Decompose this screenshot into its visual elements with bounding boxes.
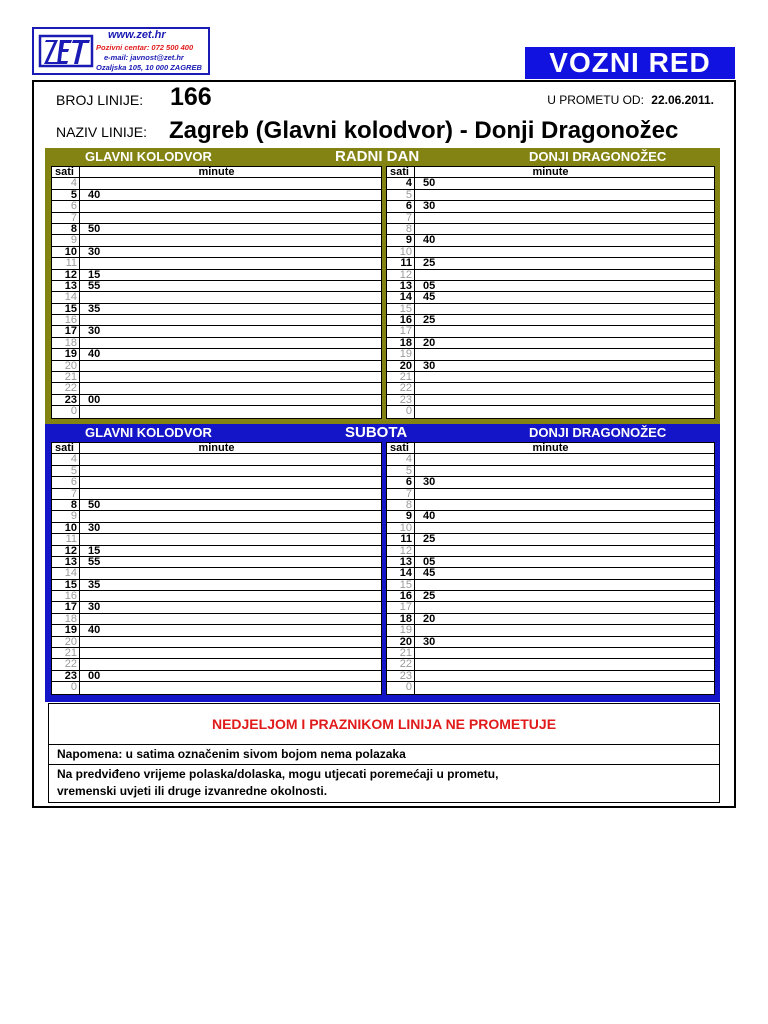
hour-cell: 8 <box>387 500 415 510</box>
hour-cell: 17 <box>387 602 415 612</box>
table-row <box>387 338 714 349</box>
hour-cell: 6 <box>387 201 415 211</box>
minute-cell: 05 <box>423 279 436 292</box>
table-row <box>52 224 381 235</box>
table-row <box>52 591 381 602</box>
table-row <box>52 454 381 465</box>
table-row <box>52 637 381 648</box>
minute-cell: 30 <box>88 245 101 258</box>
table-row <box>387 648 714 659</box>
minute-header: minute <box>532 442 569 454</box>
saturday-right-column-header <box>387 443 714 454</box>
minute-cell: 45 <box>423 567 436 580</box>
hour-cell: 14 <box>52 568 80 578</box>
hour-cell: 18 <box>387 614 415 624</box>
hour-cell: 22 <box>387 383 415 393</box>
hour-cell: 18 <box>52 614 80 624</box>
hour-cell: 16 <box>52 591 80 601</box>
hour-cell: 15 <box>387 304 415 314</box>
weekday-section <box>45 148 720 424</box>
sati-header: sati <box>52 167 80 177</box>
note-divider <box>49 764 719 765</box>
table-row <box>387 659 714 670</box>
hour-cell: 13 <box>387 281 415 291</box>
hour-cell: 9 <box>52 235 80 245</box>
line-number: 166 <box>170 83 212 111</box>
hour-cell: 23 <box>52 671 80 681</box>
hour-cell: 15 <box>387 580 415 590</box>
table-row <box>52 659 381 670</box>
table-row <box>387 454 714 465</box>
hour-cell: 19 <box>387 349 415 359</box>
hour-cell: 7 <box>387 213 415 223</box>
hour-cell: 17 <box>52 326 80 336</box>
hour-cell: 11 <box>387 258 415 268</box>
table-row <box>387 602 714 613</box>
weekday-left-table <box>51 166 382 419</box>
table-row <box>52 682 381 693</box>
saturday-section <box>45 424 720 702</box>
minute-cell: 55 <box>88 555 101 568</box>
sati-header: sati <box>387 443 415 453</box>
table-row <box>52 580 381 591</box>
hour-cell: 12 <box>52 270 80 280</box>
table-row <box>387 349 714 360</box>
hour-cell: 23 <box>387 671 415 681</box>
hour-cell: 7 <box>387 489 415 499</box>
minute-cell: 30 <box>88 521 101 534</box>
table-row <box>52 326 381 337</box>
hour-cell: 20 <box>387 361 415 371</box>
minute-cell: 40 <box>88 188 101 201</box>
hour-cell: 14 <box>387 292 415 302</box>
table-row <box>387 395 714 406</box>
table-row <box>52 546 381 557</box>
hour-cell: 23 <box>52 395 80 405</box>
minute-cell: 55 <box>88 279 101 292</box>
table-row <box>387 270 714 281</box>
hour-cell: 22 <box>387 659 415 669</box>
hour-cell: 10 <box>387 247 415 257</box>
table-row <box>387 281 714 292</box>
minute-header: minute <box>532 166 569 178</box>
table-row <box>52 523 381 534</box>
hour-cell: 6 <box>387 477 415 487</box>
hour-cell: 13 <box>52 281 80 291</box>
table-row <box>52 406 381 417</box>
weekday-right-stop: DONJI DRAGONOŽEC <box>529 149 667 164</box>
hour-cell: 5 <box>387 466 415 476</box>
hour-cell: 23 <box>387 395 415 405</box>
saturday-left-column-header <box>52 443 381 454</box>
minute-cell: 30 <box>423 359 436 372</box>
table-row <box>52 466 381 477</box>
hour-cell: 16 <box>387 315 415 325</box>
table-row <box>387 489 714 500</box>
hour-cell: 5 <box>52 190 80 200</box>
minute-cell: 40 <box>423 234 436 247</box>
minute-cell: 50 <box>88 222 101 235</box>
weekday-right-table <box>386 166 715 419</box>
minute-cell: 35 <box>88 302 101 315</box>
hour-cell: 12 <box>387 546 415 556</box>
minute-cell: 25 <box>423 257 436 270</box>
note-1: Napomena: u satima označenim sivom bojom nema polazaka <box>57 747 406 761</box>
saturday-left-stop: GLAVNI KOLODVOR <box>85 425 212 440</box>
hour-cell: 11 <box>52 258 80 268</box>
hour-cell: 21 <box>387 372 415 382</box>
logo-email[interactable]: e-mail: javnost@zet.hr <box>104 53 184 62</box>
hour-cell: 12 <box>52 546 80 556</box>
logo-url[interactable]: www.zet.hr <box>108 29 166 41</box>
table-row <box>52 349 381 360</box>
minute-cell: 15 <box>88 268 101 281</box>
minute-cell: 50 <box>423 177 436 190</box>
table-row <box>387 190 714 201</box>
table-row <box>387 534 714 545</box>
hour-cell: 20 <box>52 361 80 371</box>
hour-cell: 12 <box>387 270 415 280</box>
hour-cell: 19 <box>52 625 80 635</box>
sati-header: sati <box>52 443 80 453</box>
hour-cell: 20 <box>52 637 80 647</box>
hour-cell: 16 <box>387 591 415 601</box>
table-row <box>387 224 714 235</box>
table-row <box>52 511 381 522</box>
table-row <box>387 315 714 326</box>
table-row <box>52 190 381 201</box>
table-row <box>387 546 714 557</box>
hour-cell: 21 <box>387 648 415 658</box>
hour-cell: 5 <box>387 190 415 200</box>
hour-cell: 9 <box>387 511 415 521</box>
table-row <box>52 372 381 383</box>
hour-cell: 4 <box>52 178 80 188</box>
page-title: VOZNI RED <box>525 47 735 79</box>
table-row <box>387 383 714 394</box>
table-row <box>387 235 714 246</box>
table-row <box>387 304 714 315</box>
hour-cell: 14 <box>52 292 80 302</box>
table-row <box>387 372 714 383</box>
valid-from <box>547 93 714 107</box>
line-number-label: BROJ LINIJE: <box>56 92 144 108</box>
hour-cell: 11 <box>52 534 80 544</box>
hour-cell: 11 <box>387 534 415 544</box>
table-row <box>52 557 381 568</box>
logo-phone: Pozivni centar: 072 500 400 <box>96 43 194 52</box>
line-name-label: NAZIV LINIJE: <box>56 124 148 140</box>
table-row <box>387 557 714 568</box>
zet-logo <box>32 27 210 75</box>
table-row <box>52 315 381 326</box>
table-row <box>387 326 714 337</box>
hour-cell: 8 <box>387 224 415 234</box>
hour-cell: 7 <box>52 489 80 499</box>
table-row <box>387 258 714 269</box>
table-row <box>387 201 714 212</box>
hour-cell: 22 <box>52 659 80 669</box>
table-row <box>52 395 381 406</box>
hour-cell: 15 <box>52 304 80 314</box>
minute-cell: 30 <box>88 325 101 338</box>
note-2: Na predviđeno vrijeme polaska/dolaska, mogu utjecati poremećaji u prometu, <box>57 767 499 781</box>
hour-cell: 19 <box>387 625 415 635</box>
minute-cell: 40 <box>88 624 101 637</box>
table-row <box>387 637 714 648</box>
minute-cell: 45 <box>423 291 436 304</box>
table-row <box>52 477 381 488</box>
table-row <box>387 511 714 522</box>
table-row <box>52 383 381 394</box>
minute-cell: 30 <box>423 635 436 648</box>
table-row <box>387 406 714 417</box>
saturday-right-table <box>386 442 715 695</box>
minute-cell: 50 <box>88 498 101 511</box>
table-row <box>387 591 714 602</box>
sati-header: sati <box>387 167 415 177</box>
hour-cell: 10 <box>52 247 80 257</box>
table-row <box>387 580 714 591</box>
valid-from-label: U PROMETU OD: <box>547 93 644 107</box>
table-row <box>387 625 714 636</box>
table-row <box>387 466 714 477</box>
hour-cell: 10 <box>52 523 80 533</box>
hour-cell: 18 <box>387 338 415 348</box>
hour-cell: 4 <box>387 454 415 464</box>
table-row <box>52 281 381 292</box>
minute-cell: 20 <box>423 612 436 625</box>
weekday-header <box>45 148 720 166</box>
table-row <box>52 201 381 212</box>
saturday-header <box>45 424 720 442</box>
hour-cell: 8 <box>52 224 80 234</box>
hour-cell: 19 <box>52 349 80 359</box>
minute-cell: 00 <box>88 393 101 406</box>
table-row <box>387 682 714 693</box>
hour-cell: 9 <box>52 511 80 521</box>
hour-cell: 4 <box>387 178 415 188</box>
table-row <box>387 671 714 682</box>
table-row <box>387 178 714 189</box>
minute-cell: 15 <box>88 544 101 557</box>
hour-cell: 18 <box>52 338 80 348</box>
saturday-left-table <box>51 442 382 695</box>
line-name: Zagreb (Glavni kolodvor) - Donji Dragonožec <box>169 117 679 144</box>
table-row <box>387 292 714 303</box>
table-row <box>52 247 381 258</box>
hour-cell: 22 <box>52 383 80 393</box>
weekday-left-column-header <box>52 167 381 178</box>
hour-cell: 17 <box>52 602 80 612</box>
hour-cell: 13 <box>52 557 80 567</box>
minute-cell: 00 <box>88 669 101 682</box>
table-row <box>52 568 381 579</box>
minute-cell: 30 <box>423 476 436 489</box>
table-row <box>52 489 381 500</box>
weekday-label: RADNI DAN <box>335 148 420 165</box>
logo-address: Ozaljska 105, 10 000 ZAGREB <box>96 63 202 72</box>
hour-cell: 7 <box>52 213 80 223</box>
table-row <box>52 602 381 613</box>
hour-cell: 8 <box>52 500 80 510</box>
minute-cell: 40 <box>88 348 101 361</box>
minute-cell: 25 <box>423 590 436 603</box>
hour-cell: 0 <box>52 406 80 417</box>
hour-cell: 20 <box>387 637 415 647</box>
table-row <box>52 671 381 682</box>
table-row <box>52 625 381 636</box>
hour-cell: 5 <box>52 466 80 476</box>
minute-cell: 30 <box>88 601 101 614</box>
table-row <box>52 213 381 224</box>
hour-cell: 4 <box>52 454 80 464</box>
table-row <box>52 648 381 659</box>
saturday-right-stop: DONJI DRAGONOŽEC <box>529 425 667 440</box>
hour-cell: 16 <box>52 315 80 325</box>
hour-cell: 21 <box>52 648 80 658</box>
table-row <box>52 235 381 246</box>
hour-cell: 9 <box>387 235 415 245</box>
table-row <box>52 614 381 625</box>
hour-cell: 17 <box>387 326 415 336</box>
minute-header: minute <box>198 166 235 178</box>
hour-cell: 21 <box>52 372 80 382</box>
table-row <box>387 247 714 258</box>
zet-logo-icon <box>38 32 94 70</box>
hour-cell: 6 <box>52 477 80 487</box>
minute-cell: 30 <box>423 200 436 213</box>
hour-cell: 0 <box>52 682 80 693</box>
table-row <box>52 338 381 349</box>
hour-cell: 0 <box>387 682 415 693</box>
minute-cell: 20 <box>423 336 436 349</box>
notes-box <box>48 745 720 803</box>
saturday-label: SUBOTA <box>345 424 408 441</box>
table-row <box>52 270 381 281</box>
table-row <box>52 361 381 372</box>
sunday-notice: NEDJELJOM I PRAZNIKOM LINIJA NE PROMETUJE <box>48 703 720 745</box>
table-row <box>52 534 381 545</box>
table-row <box>387 614 714 625</box>
table-row <box>387 361 714 372</box>
minute-cell: 25 <box>423 533 436 546</box>
note-3: vremenski uvjeti ili druge izvanredne okolnosti. <box>57 784 328 798</box>
weekday-left-stop: GLAVNI KOLODVOR <box>85 149 212 164</box>
minute-cell: 35 <box>88 578 101 591</box>
hour-cell: 10 <box>387 523 415 533</box>
hour-cell: 13 <box>387 557 415 567</box>
valid-from-date: 22.06.2011. <box>651 93 714 107</box>
table-row <box>52 258 381 269</box>
hour-cell: 15 <box>52 580 80 590</box>
table-row <box>387 477 714 488</box>
weekday-right-column-header <box>387 167 714 178</box>
table-row <box>52 292 381 303</box>
hour-cell: 6 <box>52 201 80 211</box>
table-row <box>387 213 714 224</box>
minute-cell: 40 <box>423 510 436 523</box>
table-row <box>52 500 381 511</box>
minute-cell: 05 <box>423 555 436 568</box>
table-row <box>387 523 714 534</box>
minute-header: minute <box>198 442 235 454</box>
table-row <box>52 178 381 189</box>
table-row <box>387 500 714 511</box>
table-row <box>52 304 381 315</box>
table-row <box>387 568 714 579</box>
hour-cell: 14 <box>387 568 415 578</box>
minute-cell: 25 <box>423 314 436 327</box>
hour-cell: 0 <box>387 406 415 417</box>
